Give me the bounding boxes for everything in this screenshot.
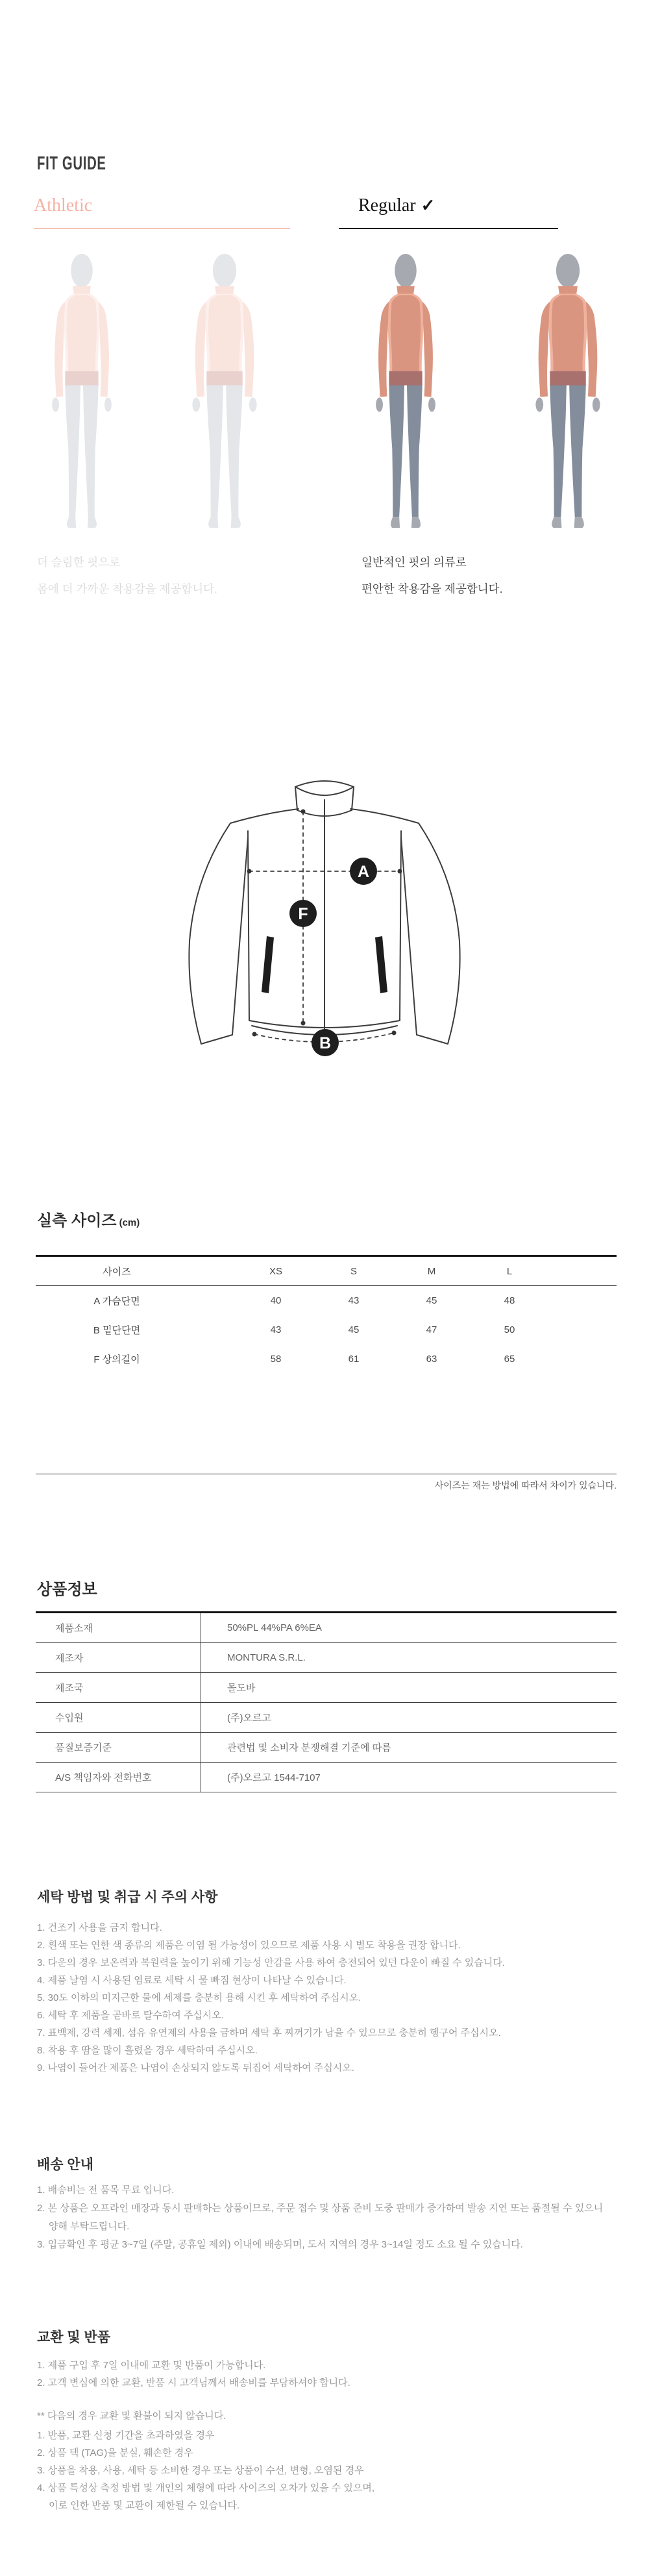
shipping-section-title: 배송 안내 — [37, 2157, 93, 2172]
size-row-chest — [36, 1286, 617, 1315]
size-value: 65 — [504, 1354, 515, 1365]
mannequin-athletic-front — [34, 249, 130, 532]
info-row-manufacturer — [36, 1643, 617, 1673]
returns-exclusion-item: 1. 반품, 교환 신청 기간을 초과하였을 경우 — [37, 2430, 215, 2441]
size-value: 50 — [504, 1324, 515, 1335]
size-table — [36, 1255, 617, 1474]
size-col-xs: XS — [269, 1265, 282, 1277]
info-row-material — [36, 1613, 617, 1643]
returns-exclusion-item: 2. 상품 텍 (TAG)을 분실, 훼손한 경우 — [37, 2447, 193, 2458]
size-value: 45 — [426, 1295, 437, 1306]
info-value: 몰도바 — [227, 1683, 256, 1694]
fit-option-regular-label: Regular — [358, 195, 416, 216]
fit-option-regular[interactable] — [339, 195, 558, 229]
info-label: 제조자 — [36, 1643, 201, 1672]
care-section-title: 세탁 방법 및 취급 시 주의 사항 — [37, 1890, 218, 1905]
size-row-length — [36, 1344, 617, 1374]
shipping-item: 3. 입금확인 후 평균 3~7일 (주말, 공휴일 제외) 이내에 배송되며, 도서 지역의 경우 3~14일 정도 소요 될 수 있습니다. — [37, 2239, 523, 2250]
fit-guide-title: FIT GUIDE — [37, 153, 106, 174]
product-info-table — [36, 1611, 617, 1792]
size-unit-label: (cm) — [119, 1217, 140, 1228]
size-col-header: 사이즈 — [103, 1266, 131, 1278]
info-row-country — [36, 1673, 617, 1703]
shipping-item-continued: 양해 부탁드립니다. — [49, 2221, 130, 2232]
info-value: (주)오르고 1544-7107 — [227, 1772, 321, 1783]
info-value: 50%PL 44%PA 6%EA — [227, 1622, 322, 1633]
size-value: 40 — [270, 1295, 282, 1306]
measure-badge-chest — [350, 858, 377, 885]
measure-badge-chest-label: A — [357, 863, 370, 881]
fit-option-athletic[interactable] — [34, 195, 290, 229]
info-row-importer — [36, 1703, 617, 1733]
info-label: 제조국 — [36, 1673, 201, 1702]
info-row-as-contact — [36, 1763, 617, 1792]
care-item: 6. 세탁 후 제품을 곧바로 탈수하여 주십시오. — [37, 2010, 225, 2021]
size-value: 45 — [348, 1324, 360, 1335]
fit-caption-athletic-line1: 더 슬림한 핏으로 — [37, 556, 121, 569]
fit-option-athletic-label: Athletic — [34, 195, 93, 216]
size-col-m: M — [427, 1265, 436, 1277]
measure-badge-length-label: F — [298, 905, 308, 923]
care-item: 9. 나염이 들어간 제품은 나염이 손상되지 않도록 뒤집어 세탁하여 주십시오. — [37, 2062, 354, 2074]
care-item: 2. 흰색 또는 연한 색 종류의 제품은 이염 될 가능성이 있으므로 제품 사용 시 별도 착용을 권장 합니다. — [37, 1940, 461, 1951]
size-col-s: S — [350, 1265, 357, 1277]
measure-badge-hem — [312, 1029, 339, 1056]
fit-caption-regular — [361, 549, 641, 602]
mannequin-regular-back — [516, 249, 620, 532]
size-row-hem — [36, 1315, 617, 1344]
returns-item: 2. 고객 변심에 의한 교환, 반품 시 고객님께서 배송비를 부담하셔야 합니다. — [37, 2377, 350, 2388]
info-value: MONTURA S.R.L. — [227, 1652, 306, 1663]
size-value: 58 — [270, 1354, 282, 1365]
info-label: 수입원 — [36, 1703, 201, 1732]
returns-section-title: 교환 및 반품 — [37, 2330, 111, 2345]
returns-list — [37, 2357, 350, 2392]
size-value: 48 — [504, 1295, 515, 1306]
fit-caption-regular-line1: 일반적인 핏의 의류로 — [361, 556, 467, 569]
size-value: 63 — [426, 1354, 437, 1365]
info-value: 관련법 및 소비자 분쟁해결 기준에 따름 — [227, 1742, 391, 1753]
shipping-list — [37, 2181, 603, 2254]
mannequin-regular-front — [358, 249, 454, 532]
care-item: 8. 착용 후 땀을 많이 흘렸을 경우 세탁하여 주십시오. — [37, 2045, 258, 2056]
size-row-hem-label: B 밑단단면 — [93, 1325, 141, 1336]
mannequin-athletic-back — [173, 249, 276, 532]
info-label: A/S 책임자와 전화번호 — [36, 1763, 201, 1792]
care-item: 4. 제품 날염 시 사용된 염료로 세탁 시 물 빠짐 현상이 나타날 수 있습니다. — [37, 1975, 347, 1986]
product-info-title: 상품정보 — [37, 1581, 97, 1598]
care-item: 5. 30도 이하의 미지근한 물에 세제를 충분히 용해 시킨 후 세탁하여 주십시오. — [37, 1992, 361, 2003]
size-note: 사이즈는 재는 방법에 따라서 차이가 있습니다. — [434, 1480, 617, 1491]
size-section-title-text: 실측 사이즈 — [37, 1212, 117, 1230]
size-value: 43 — [270, 1324, 282, 1335]
returns-notice: ** 다음의 경우 교환 및 환불이 되지 않습니다. — [37, 2410, 227, 2421]
size-section-title — [37, 1208, 140, 1230]
care-item: 3. 다운의 경우 보온력과 복원력을 높이기 위해 기능성 안감을 사용 하여 충전되어 있던 다운이 빠질 수 있습니다. — [37, 1957, 505, 1968]
care-list — [37, 1919, 505, 2077]
size-row-chest-label: A 가슴단면 — [93, 1296, 140, 1307]
size-value: 47 — [426, 1324, 437, 1335]
size-value: 61 — [348, 1354, 360, 1365]
measure-badge-length — [289, 900, 317, 927]
size-table-header-row — [36, 1257, 617, 1286]
info-label: 품질보증기준 — [36, 1733, 201, 1762]
returns-exclusion-item: 4. 상품 특성상 측정 방법 및 개인의 체형에 따라 사이즈의 오차가 있을 수 있으며, — [37, 2483, 375, 2494]
returns-exclusion-list — [37, 2427, 374, 2514]
fit-caption-athletic — [37, 549, 316, 602]
info-value: (주)오르고 — [227, 1713, 271, 1724]
measure-badge-hem-label: B — [319, 1034, 332, 1052]
info-label: 제품소재 — [36, 1613, 201, 1642]
returns-exclusion-item-continued: 이로 인한 반품 및 교환이 제한될 수 있습니다. — [49, 2500, 240, 2511]
care-item: 7. 표백제, 강력 세제, 섬유 유연제의 사용을 금하며 세탁 후 찌꺼기가 남을 수 있으므로 충분히 헹구어 주십시오. — [37, 2027, 501, 2038]
shipping-item: 2. 본 상품은 오프라인 매장과 동시 판매하는 상품이므로, 주문 접수 및 상품 준비 도중 판매가 증가하여 발송 지연 또는 품절될 수 있으니 — [37, 2203, 604, 2214]
fit-caption-regular-line2: 편안한 착용감을 제공합니다. — [361, 582, 503, 595]
size-row-length-label: F 상의길이 — [93, 1354, 140, 1365]
selected-check-icon: ✓ — [421, 195, 435, 215]
shipping-item: 1. 배송비는 전 품목 무료 입니다. — [37, 2185, 175, 2196]
info-row-warranty — [36, 1733, 617, 1763]
jacket-measurement-diagram — [175, 773, 474, 1084]
returns-item: 1. 제품 구입 후 7일 이내에 교환 및 반품이 가능합니다. — [37, 2360, 266, 2371]
size-col-l: L — [506, 1265, 513, 1277]
size-value: 43 — [348, 1295, 360, 1306]
fit-caption-athletic-line2: 몸에 더 가까운 착용감을 제공합니다. — [37, 582, 217, 595]
care-item: 1. 건조기 사용을 금지 합니다. — [37, 1922, 162, 1933]
returns-exclusion-item: 3. 상품을 착용, 사용, 세탁 등 소비한 경우 또는 상품이 수선, 변형, 오염된 경우 — [37, 2465, 364, 2476]
